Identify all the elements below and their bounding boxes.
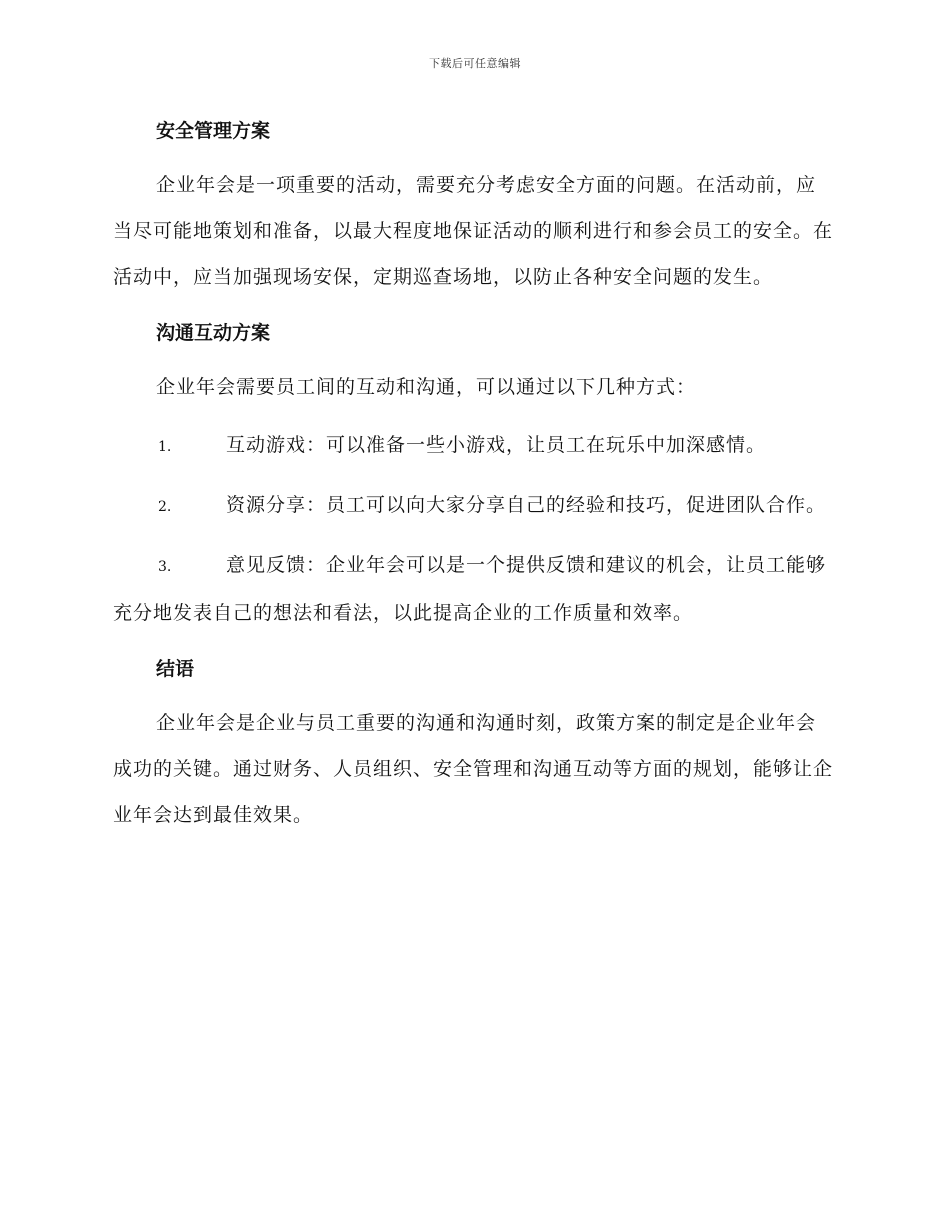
list-item xyxy=(113,482,835,530)
section-heading-conclusion: 结语 xyxy=(156,658,195,680)
list-item-text: 互动游戏：可以准备一些小游戏，让员工在玩乐中加深感情。 xyxy=(226,434,767,456)
communication-list xyxy=(113,422,835,636)
section-heading-communication: 沟通互动方案 xyxy=(156,322,271,344)
list-item-text: 资源分享：员工可以向大家分享自己的经验和技巧，促进团队合作。 xyxy=(226,494,827,516)
section-heading-safety: 安全管理方案 xyxy=(156,120,271,142)
document-body xyxy=(113,108,835,838)
list-item-number: 1. xyxy=(158,439,172,455)
header-note: 下载后可任意编辑 xyxy=(429,57,521,70)
section-paragraph-communication: 企业年会需要员工间的互动和沟通，可以通过以下几种方式： xyxy=(156,376,697,398)
list-item xyxy=(113,422,835,470)
list-item-number: 3. xyxy=(158,559,172,575)
section-paragraph-conclusion: 企业年会是企业与员工重要的沟通和沟通时刻，政策方案的制定是企业年会成功的关键。通过财务、人员组织、安全管理和沟通互动等方面的规划，能够让企业年会达到最佳效果。 xyxy=(113,712,834,826)
list-item-number: 2. xyxy=(158,499,172,515)
section-paragraph-safety: 企业年会是一项重要的活动，需要充分考虑安全方面的问题。在活动前，应当尽可能地策划和准备，以最大程度地保证活动的顺利进行和参会员工的安全。在活动中，应当加强现场安保，定期巡查场地，以防止各种安全问题的发生。 xyxy=(113,174,834,288)
list-item xyxy=(113,542,835,636)
list-item-text: 意见反馈：企业年会可以是一个提供反馈和建议的机会，让员工能够充分地发表自己的想法和看法，以此提高企业的工作质量和效率。 xyxy=(113,554,827,624)
